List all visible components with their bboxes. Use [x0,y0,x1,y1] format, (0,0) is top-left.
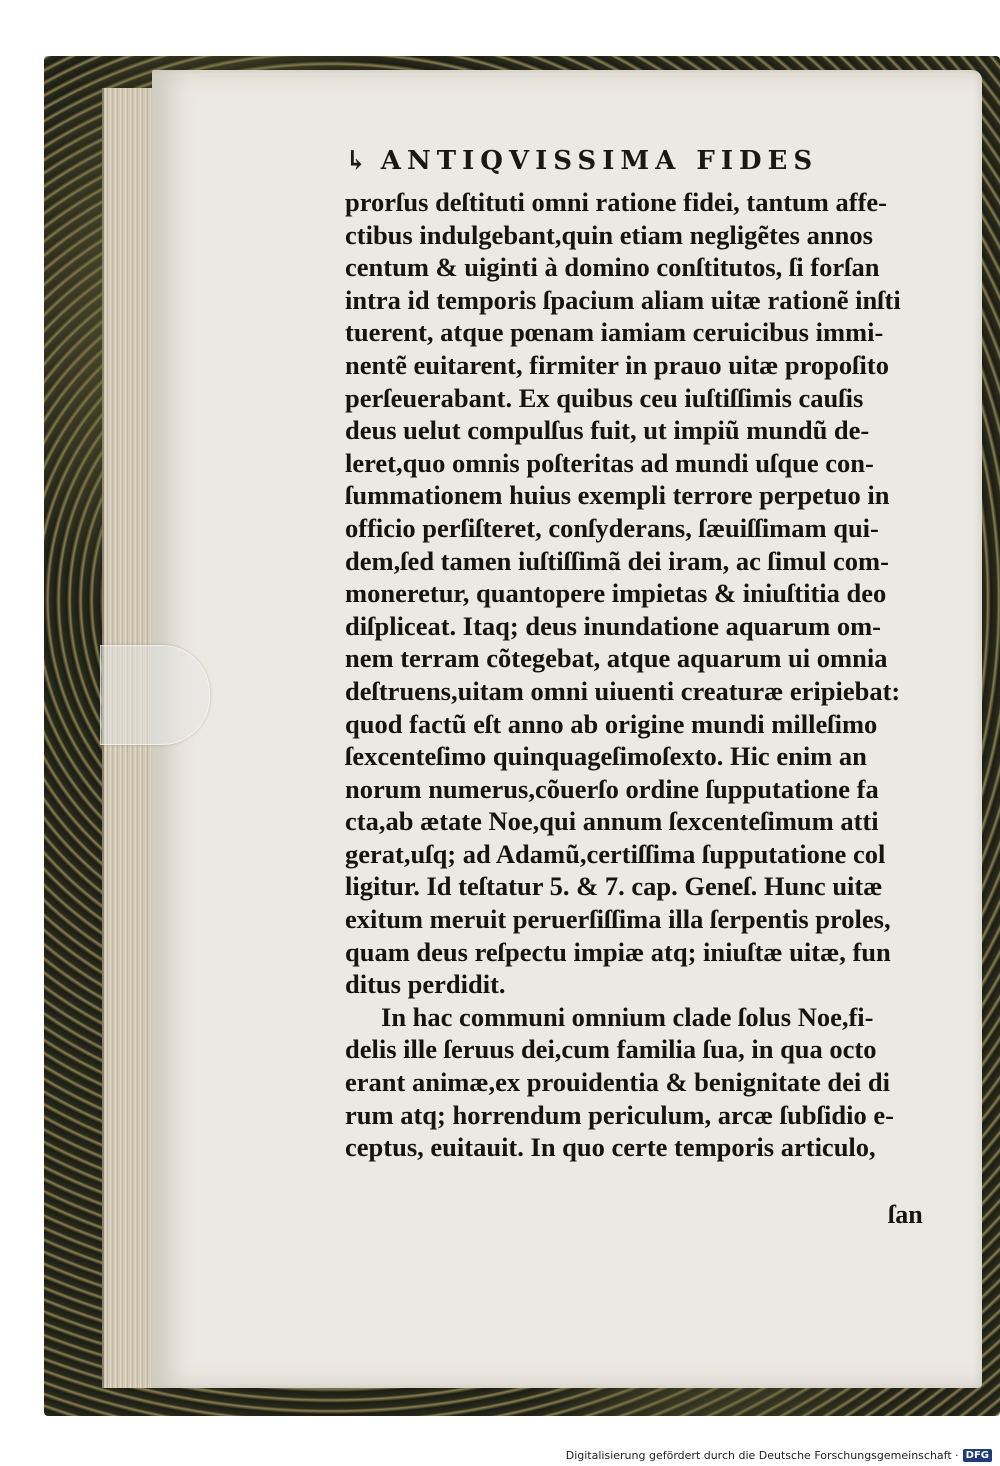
text-line: In hac communi omnium clade ſolus Noe,fi- [381,1001,874,1032]
text-line: intra id temporis ſpacium aliam uitæ rationẽ inſti [345,284,901,315]
text-line: ſexcenteſimo quinquageſimoſexto. Hic enim an [345,741,867,772]
text-line: nem terram cõtegebat, atque aquarum ui omnia [345,643,888,674]
text-line: ceptus, euitauit. In quo certe temporis articulo, [345,1132,876,1163]
text-line: exitum meruit peruerſiſſima illa ſerpentis proles, [345,904,891,935]
text-line: norum numerus,cõuerſo ordine ſupputatione fa [345,773,879,804]
text-line: quod factũ eſt anno ab origine mundi milleſimo [345,708,878,739]
text-line: ſummationem huius exempli terrore perpetuo in [345,480,890,511]
text-line: diſpliceat. Itaq; deus inundatione aquarum om- [345,610,881,641]
text-block [345,186,935,1164]
text-line: erant animæ,ex prouidentia & benignitate dei di [345,1067,890,1098]
running-head [345,146,865,176]
text-line: deus uelut compulſus fuit, ut impiũ mundũ de- [345,415,870,446]
text-line: officio perſiſteret, conſyderans, ſæuiſſimam qui- [345,512,879,543]
digitization-credit [566,1449,992,1462]
running-head-mark: ↳ [345,146,367,176]
text-line: ctibus indulgebant,quin etiam negligẽtes annos [345,219,873,250]
text-line: centum & uiginti à domino conſtitutos, ſi forſan [345,252,880,283]
paragraph-1 [345,186,935,1001]
text-line: deſtruens,uitam omni uiuenti creaturæ eripiebat: [345,675,901,706]
text-line: dem,ſed tamen iuſtiſſimã dei iram, ac ſimul com- [345,545,889,576]
text-line: prorſus deſtituti omni ratione fidei, tantum affe- [345,187,887,217]
text-line: tuerent, atque pœnam iamiam ceruicibus immi- [345,317,884,348]
text-line: moneretur, quantopere impietas & iniuſtitia deo [345,578,887,609]
dfg-logo: DFG [963,1449,992,1462]
text-line: quam deus reſpectu impiæ atq; iniuſtæ uitæ, fun [345,936,891,967]
text-line: ligitur. Id teſtatur 5. & 7. cap. Geneſ. Hunc uitæ [345,871,883,902]
text-line: rum atq; horrendum periculum, arcæ ſubſidio e- [345,1099,894,1130]
page-clip [100,645,210,745]
credit-text: Digitalisierung gefördert durch die Deutsche Forschungsgemeinschaft · [565,1449,959,1462]
text-line: delis ille ſeruus dei,cum familia ſua, in qua octo [345,1034,877,1065]
text-line: gerat,uſq; ad Adamũ,certiſſima ſupputatione col [345,838,886,869]
text-line: nentẽ euitarent, firmiter in prauo uitæ propoſito [345,349,889,380]
catchword: ſan [888,1200,923,1229]
text-line: leret,quo omnis poſteritas ad mundi uſque con- [345,447,874,478]
text-line: ditus perdidit. [345,969,506,1000]
paragraph-2 [345,1001,935,1164]
text-line: cta,ab ætate Noe,qui annum ſexcenteſimum atti [345,806,879,837]
text-line: perſeuerabant. Ex quibus ceu iuſtiſſimis cauſis [345,382,864,413]
running-head-title: ANTIQVISSIMA FIDES [380,146,819,176]
